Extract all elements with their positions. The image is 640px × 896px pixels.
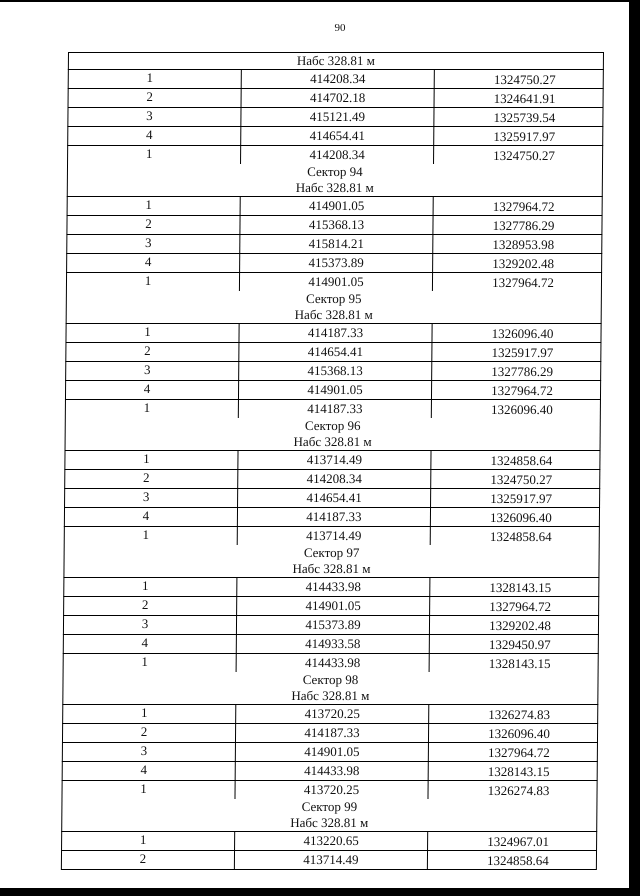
sector-title: Сектор 96 [65, 418, 601, 434]
point-number: 2 [67, 216, 240, 234]
table-row [62, 761, 598, 780]
x-coordinate: 414702.18 [242, 89, 435, 107]
x-coordinate: 414208.34 [241, 146, 434, 164]
y-coordinate: 1328143.15 [489, 580, 552, 595]
table-row [67, 107, 603, 126]
point-number: 1 [66, 324, 239, 342]
table-row [68, 69, 604, 88]
y-coordinate: 1324967.01 [487, 834, 550, 849]
table-row [63, 596, 599, 615]
table-row [63, 577, 599, 596]
x-coordinate: 414901.05 [241, 197, 434, 215]
y-coordinate: 1326096.40 [490, 402, 553, 417]
height-label: Набс 328.81 м [61, 815, 597, 831]
x-coordinate: 415368.13 [240, 216, 433, 234]
x-coordinate: 413714.49 [238, 451, 431, 469]
point-number: 4 [65, 508, 238, 526]
y-coordinate: 1328143.15 [487, 764, 550, 779]
x-coordinate: 415368.13 [239, 362, 432, 380]
y-coordinate: 1327964.72 [492, 275, 554, 290]
table-row [65, 399, 601, 418]
y-coordinate: 1324750.27 [493, 148, 556, 163]
table-row [62, 742, 598, 761]
table-row [62, 704, 598, 723]
point-number: 1 [67, 273, 240, 291]
y-coordinate: 1324750.27 [493, 72, 556, 87]
point-number: 1 [69, 70, 242, 88]
x-coordinate: 414433.98 [236, 762, 429, 780]
y-coordinate: 1325739.54 [493, 110, 556, 125]
sector-title: Сектор 95 [66, 291, 602, 307]
point-number: 2 [69, 89, 242, 107]
y-coordinate: 1326274.83 [487, 783, 550, 798]
point-number: 1 [65, 527, 238, 545]
x-coordinate: 413714.49 [235, 851, 428, 869]
table-row [65, 380, 601, 399]
x-coordinate: 413220.65 [235, 832, 428, 850]
height-label: Набс 328.81 м [63, 561, 599, 577]
y-coordinate: 1327786.29 [491, 364, 554, 379]
y-coordinate: 1326274.83 [488, 707, 551, 722]
table-row [64, 450, 600, 469]
coordinates-table [61, 52, 604, 870]
y-coordinate: 1326096.40 [491, 326, 554, 341]
point-number: 3 [64, 616, 237, 634]
table-row [64, 469, 600, 488]
x-coordinate: 413720.25 [235, 781, 428, 799]
y-coordinate: 1324641.91 [493, 91, 556, 106]
point-number: 1 [64, 578, 237, 596]
y-coordinate: 1324858.64 [489, 529, 552, 544]
x-coordinate: 414187.33 [239, 400, 432, 418]
point-number: 1 [66, 400, 239, 418]
y-coordinate: 1327964.72 [487, 745, 550, 760]
scan-edge-right [629, 0, 640, 896]
x-coordinate: 414933.58 [237, 635, 430, 653]
point-number: 4 [64, 635, 237, 653]
table-row [61, 831, 597, 850]
y-coordinate: 1329202.48 [492, 256, 555, 271]
y-coordinate: 1325917.97 [490, 491, 553, 506]
x-coordinate: 414654.41 [238, 489, 431, 507]
height-label: Набс 328.81 м [68, 52, 604, 69]
x-coordinate: 414654.41 [239, 343, 432, 361]
y-coordinate: 1325917.97 [491, 345, 554, 360]
x-coordinate: 414433.98 [237, 578, 430, 596]
point-number: 4 [68, 127, 241, 145]
point-number: 2 [65, 470, 238, 488]
table-row [61, 850, 597, 870]
x-coordinate: 414208.34 [238, 470, 431, 488]
sector-title: Сектор 94 [67, 164, 603, 180]
point-number: 1 [62, 832, 235, 850]
point-number: 2 [62, 851, 235, 869]
point-number: 1 [63, 705, 236, 723]
table-row [65, 342, 601, 361]
table-row [66, 215, 602, 234]
point-number: 1 [64, 654, 237, 672]
point-number: 2 [64, 597, 237, 615]
x-coordinate: 414208.34 [242, 70, 435, 88]
table-row [63, 653, 599, 672]
x-coordinate: 415373.89 [240, 254, 433, 272]
point-number: 3 [67, 235, 240, 253]
table-row [64, 507, 600, 526]
table-row [67, 126, 603, 145]
y-coordinate: 1324858.64 [490, 453, 553, 468]
point-number: 2 [66, 343, 239, 361]
height-label: Набс 328.81 м [65, 434, 601, 450]
table-row [66, 272, 602, 291]
x-coordinate: 414433.98 [237, 654, 430, 672]
x-coordinate: 414654.41 [241, 127, 434, 145]
y-coordinate: 1328953.98 [492, 237, 555, 252]
scan-edge-bottom [0, 888, 640, 896]
point-number: 2 [63, 724, 236, 742]
y-coordinate: 1327964.72 [492, 199, 555, 214]
y-coordinate: 1324858.64 [487, 853, 549, 868]
table-row [66, 253, 602, 272]
table-row [64, 526, 600, 545]
table-row [63, 634, 599, 653]
y-coordinate: 1329450.97 [488, 637, 551, 652]
point-number: 3 [65, 489, 238, 507]
point-number: 3 [68, 108, 241, 126]
x-coordinate: 414901.05 [236, 743, 429, 761]
point-number: 4 [67, 254, 240, 272]
y-coordinate: 1326096.40 [489, 510, 552, 525]
x-coordinate: 414187.33 [239, 324, 432, 342]
x-coordinate: 413720.25 [236, 705, 429, 723]
point-number: 3 [66, 362, 239, 380]
point-number: 3 [63, 743, 236, 761]
table-row [63, 615, 599, 634]
table-row [66, 234, 602, 253]
y-coordinate: 1328143.15 [488, 656, 551, 671]
y-coordinate: 1327964.72 [491, 383, 553, 398]
table-row [68, 88, 604, 107]
point-number: 4 [63, 762, 236, 780]
x-coordinate: 414901.05 [237, 597, 430, 615]
x-coordinate: 414187.33 [238, 508, 431, 526]
x-coordinate: 413714.49 [238, 527, 431, 545]
table-row [61, 780, 597, 799]
x-coordinate: 415814.21 [240, 235, 433, 253]
x-coordinate: 414187.33 [236, 724, 429, 742]
y-coordinate: 1327964.72 [489, 599, 552, 614]
y-coordinate: 1327786.29 [492, 218, 555, 233]
height-label: Набс 328.81 м [67, 180, 603, 196]
scan-edge-top [0, 0, 640, 2]
y-coordinate: 1326096.40 [488, 726, 550, 741]
table-row [65, 323, 601, 342]
x-coordinate: 415373.89 [237, 616, 430, 634]
table-row [67, 196, 603, 215]
height-label: Набс 328.81 м [66, 307, 602, 323]
sector-title: Сектор 99 [61, 799, 597, 815]
point-number: 1 [68, 197, 241, 215]
x-coordinate: 414901.05 [239, 381, 432, 399]
point-number: 1 [68, 146, 241, 164]
height-label: Набс 328.81 м [62, 688, 598, 704]
page-number: 90 [334, 22, 346, 34]
point-number: 4 [66, 381, 239, 399]
y-coordinate: 1325917.97 [493, 129, 556, 144]
point-number: 1 [65, 451, 238, 469]
table-row [67, 145, 603, 164]
y-coordinate: 1329202.48 [489, 618, 551, 633]
x-coordinate: 414901.05 [240, 273, 433, 291]
sector-title: Сектор 98 [62, 672, 598, 688]
table-row [65, 361, 601, 380]
sector-title: Сектор 97 [64, 545, 600, 561]
table-row [62, 723, 598, 742]
y-coordinate: 1324750.27 [490, 472, 553, 487]
point-number: 1 [62, 781, 235, 799]
table-row [64, 488, 600, 507]
x-coordinate: 415121.49 [241, 108, 434, 126]
